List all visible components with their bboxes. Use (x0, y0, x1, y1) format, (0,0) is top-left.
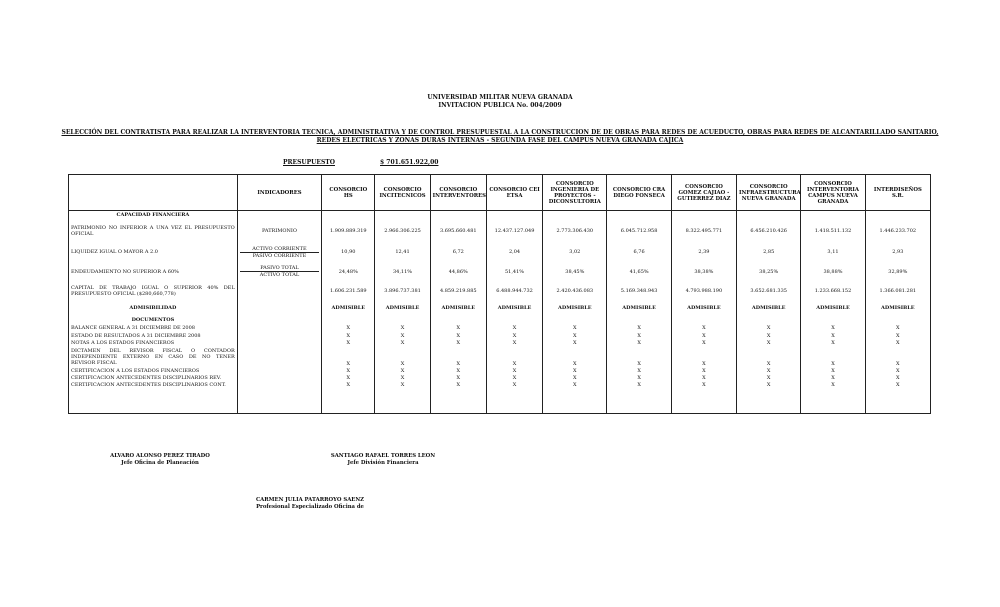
admissibility-cell: ADMISIBLE (607, 301, 671, 315)
check-mark: X (801, 325, 865, 332)
value-cell: 3.695.660.481 (430, 220, 486, 243)
row-indicator (237, 242, 321, 262)
value-cell: 2.773.306.430 (543, 220, 607, 243)
admissibility-cell: ADMISIBLE (737, 301, 801, 315)
check-mark: X (801, 346, 865, 367)
table-cell (801, 389, 865, 414)
table-cell (322, 211, 375, 220)
value-cell: 38,88% (801, 262, 865, 282)
table-cell (543, 389, 607, 414)
table-cell (237, 332, 321, 339)
check-mark: X (737, 381, 801, 388)
check-mark: X (607, 339, 671, 346)
value-cell: 3.896.737.381 (375, 282, 430, 302)
value-cell: 5.169.348.943 (607, 282, 671, 302)
check-mark: X (671, 346, 736, 367)
table-cell (237, 381, 321, 388)
check-mark: X (896, 339, 900, 346)
check-mark: X (430, 332, 486, 339)
budget-value: $ 701.651.922,00 (380, 159, 439, 166)
value-cell: 6.045.712.958 (607, 220, 671, 243)
value-cell: 41,65% (607, 262, 671, 282)
admissibility-cell: ADMISIBLE (543, 301, 607, 315)
value-cell: 1.366.081.281 (879, 288, 917, 295)
indicator-numerator: PATRIMONIO (261, 228, 297, 235)
document-row (69, 325, 931, 332)
check-mark: X (543, 346, 607, 367)
check-mark: X (896, 325, 900, 332)
document-label: CERTIFICACION A LOS ESTADOS FINANCIEROS (69, 367, 238, 374)
financial-row (69, 242, 931, 262)
check-mark: X (486, 381, 542, 388)
signature-role: Jefe Oficina de Planeación (121, 460, 199, 466)
check-mark: X (322, 367, 375, 374)
check-mark: X (801, 332, 865, 339)
section-row (69, 316, 931, 325)
value-cell: 6,72 (430, 242, 486, 262)
table-cell (801, 316, 865, 325)
value-cell: 2,04 (486, 242, 542, 262)
budget-label: PRESUPUESTO (283, 159, 335, 166)
admissibility-cell: ADMISIBLE (486, 301, 542, 315)
check-mark: X (671, 332, 736, 339)
check-mark: X (671, 325, 736, 332)
value-cell: 44,86% (430, 262, 486, 282)
value-cell: 4.793.988.190 (671, 282, 736, 302)
table-cell (237, 339, 321, 346)
check-mark: X (430, 339, 486, 346)
check-mark: X (322, 346, 375, 367)
value-cell: 1.418.511.132 (801, 220, 865, 243)
header-consortium: CONSORCIO CEI ETSA (486, 175, 542, 211)
check-mark: X (322, 374, 375, 381)
header-consortium: CONSORCIO GOMEZ CAJIAO - GUTIERREZ DIAZ (671, 175, 736, 211)
admissibility-row (69, 301, 931, 315)
section-row (69, 211, 931, 220)
value-cell: 2.966.306.225 (375, 220, 430, 243)
value-cell: 34,11% (375, 262, 430, 282)
table-cell (375, 316, 430, 325)
check-mark: X (737, 374, 801, 381)
value-cell: 51,41% (486, 262, 542, 282)
check-mark: X (671, 374, 736, 381)
check-mark: X (322, 381, 375, 388)
header-consortium: CONSORCIO INCITECNICOS (375, 175, 430, 211)
header-indicators: INDICADORES (237, 175, 321, 211)
check-mark: X (486, 332, 542, 339)
table-cell (607, 389, 671, 414)
check-mark: X (737, 367, 801, 374)
check-mark: X (322, 339, 375, 346)
check-mark: X (486, 367, 542, 374)
check-mark: X (671, 381, 736, 388)
table-cell (737, 211, 801, 220)
value-cell: 3.652.681.335 (737, 282, 801, 302)
admissibility-cell: ADMISIBLE (801, 301, 865, 315)
check-mark: X (543, 374, 607, 381)
header-consortium: CONSORCIO INTERVENTORIA CAMPUS NUEVA GRANADA (801, 175, 865, 211)
value-cell: 38,38% (671, 262, 736, 282)
document-label: BALANCE GENERAL A 31 DICIEMBRE DE 2008 (69, 325, 238, 332)
row-indicator (237, 220, 321, 243)
table-cell (237, 325, 321, 332)
signature-role: Profesional Especializado Oficina de (256, 504, 364, 510)
table-cell (607, 211, 671, 220)
table-cell (737, 389, 801, 414)
value-cell: 24,48% (322, 262, 375, 282)
value-cell: 4.859.219.885 (430, 282, 486, 302)
document-row (69, 381, 931, 388)
table-cell (671, 389, 736, 414)
value-cell: 6.456.210.426 (737, 220, 801, 243)
check-mark: X (737, 339, 801, 346)
table-cell (865, 211, 930, 220)
check-mark: X (543, 367, 607, 374)
table-cell (486, 389, 542, 414)
check-mark: X (896, 374, 900, 381)
indicator-numerator: PASIVO TOTAL (240, 265, 319, 272)
table-cell (237, 367, 321, 374)
check-mark: X (607, 346, 671, 367)
check-mark: X (430, 325, 486, 332)
check-mark: X (896, 361, 900, 368)
check-mark: X (543, 332, 607, 339)
check-mark: X (375, 339, 430, 346)
admissibility-cell: ADMISIBLE (430, 301, 486, 315)
check-mark: X (486, 325, 542, 332)
admissibility-cell: ADMISIBLE (375, 301, 430, 315)
filler-row (69, 389, 931, 414)
check-mark: X (671, 367, 736, 374)
value-cell: 3,02 (543, 242, 607, 262)
table-cell (430, 389, 486, 414)
table-cell (737, 316, 801, 325)
value-cell: 1.606.231.589 (322, 282, 375, 302)
check-mark: X (896, 332, 900, 339)
check-mark: X (543, 325, 607, 332)
indicator-denominator: ACTIVO TOTAL (259, 272, 300, 279)
admissibility-label: ADMISIBILIDAD (69, 301, 238, 315)
indicator-numerator: ACTIVO CORRIENTE (240, 246, 319, 253)
table-cell (237, 374, 321, 381)
documents-header: DOCUMENTOS (69, 316, 238, 325)
header-consortium: CONSORCIO INFRAESTRUCTURA NUEVA GRANADA (737, 175, 801, 211)
value-cell: 6,76 (607, 242, 671, 262)
check-mark: X (486, 339, 542, 346)
check-mark: X (375, 367, 430, 374)
value-cell: 38,25% (737, 262, 801, 282)
signature-name: SANTIAGO RAFAEL TORRES LEON (330, 453, 436, 459)
check-mark: X (543, 339, 607, 346)
check-mark: X (430, 346, 486, 367)
value-cell: 6.488.944.732 (486, 282, 542, 302)
check-mark: X (607, 381, 671, 388)
check-mark: X (737, 325, 801, 332)
header-blank (69, 175, 238, 211)
value-cell: 2.420.436.083 (543, 282, 607, 302)
check-mark: X (737, 332, 801, 339)
financial-row (69, 220, 931, 243)
title-line-1: SELECCIÓN DEL CONTRATISTA PARA REALIZAR LA INTERVENTORIA TECNICA, ADMINISTRATIVA Y DE CONTROL PRESUPUESTAL A LA CONSTRUCCION DE DE OBRAS PARA REDES DE ACUEDUCTO, OBRAS PARA REDES DE ALCANTARILLADO SANITARIO, (61, 129, 939, 136)
check-mark: X (801, 374, 865, 381)
table-cell (322, 389, 375, 414)
table-cell (237, 389, 321, 414)
table-cell (375, 211, 430, 220)
invitation-number: INVITACION PUBLICA No. 004/2009 (438, 102, 562, 109)
table-header-row (69, 175, 931, 211)
check-mark: X (607, 325, 671, 332)
header-consortium: CONSORCIO INTERVENTORES (430, 175, 486, 211)
document-title (60, 129, 940, 145)
document-row (69, 374, 931, 381)
value-cell: 1.446.233.702 (879, 228, 917, 235)
table-cell (865, 316, 930, 325)
check-mark: X (896, 367, 900, 374)
check-mark: X (607, 332, 671, 339)
table-cell (237, 211, 321, 220)
check-mark: X (486, 374, 542, 381)
table-cell (69, 389, 238, 414)
check-mark: X (430, 374, 486, 381)
check-mark: X (322, 325, 375, 332)
value-cell: 1.233.668.152 (801, 282, 865, 302)
header (0, 94, 1000, 110)
table-cell (543, 211, 607, 220)
university-name: UNIVERSIDAD MILITAR NUEVA GRANADA (427, 94, 573, 101)
document-row (69, 346, 931, 367)
value-cell: 38,45% (543, 262, 607, 282)
header-consortium: CONSORCIO CRA DIEGO FONSECA (607, 175, 671, 211)
admissibility-cell: ADMISIBLE (671, 301, 736, 315)
check-mark: X (801, 367, 865, 374)
check-mark: X (896, 382, 900, 389)
row-label: LIQUIDEZ IGUAL O MAYOR A 2.0 (69, 242, 238, 262)
table-cell (671, 316, 736, 325)
table-cell (237, 346, 321, 367)
table-cell (486, 316, 542, 325)
value-cell: 1.909.889.319 (322, 220, 375, 243)
row-label: ENDEUDAMIENTO NO SUPERIOR A 60% (69, 262, 238, 282)
check-mark: X (375, 325, 430, 332)
signature-finance (318, 453, 448, 467)
admissibility-cell: ADMISIBLE (322, 301, 375, 315)
document-row (69, 367, 931, 374)
signature-role: Jefe División Financiera (347, 460, 419, 466)
document-label: CERTIFICACION ANTECEDENTES DISCIPLINARIOS CONT. (69, 381, 238, 388)
value-cell: 12.437.127.049 (486, 220, 542, 243)
value-cell: 10,90 (322, 242, 375, 262)
section-financial: CAPACIDAD FINANCIERA (69, 211, 238, 220)
check-mark: X (375, 332, 430, 339)
value-cell: 12,41 (375, 242, 430, 262)
signature-professional (245, 497, 375, 511)
table-cell (543, 316, 607, 325)
table-cell (237, 316, 321, 325)
title-line-2: REDES ELECTRICAS Y ZONAS DURAS INTERNAS - SEGUNDA FASE DEL CAMPUS NUEVA GRANADA CAJICA (316, 137, 684, 144)
check-mark: X (801, 381, 865, 388)
value-cell: 3,11 (801, 242, 865, 262)
document-label: DICTAMEN DEL REVISOR FISCAL O CONTADOR INDEPENDIENTE EXTERNO EN CASO DE NO TENER REVISOR FISCAL (69, 346, 238, 367)
table-cell (671, 211, 736, 220)
row-indicator (237, 262, 321, 282)
signature-planning (100, 453, 220, 467)
table-cell (375, 389, 430, 414)
admissibility-cell: ADMISIBLE (881, 305, 915, 312)
document-row (69, 332, 931, 339)
check-mark: X (430, 367, 486, 374)
value-cell: 32,89% (888, 268, 908, 275)
financial-row (69, 282, 931, 302)
header-consortium: CONSORCIO INGENIERIA DE PROYECTOS - DICONSULTORIA (543, 175, 607, 211)
check-mark: X (671, 339, 736, 346)
check-mark: X (430, 381, 486, 388)
table-cell (430, 211, 486, 220)
header-consortium: CONSORCIO HS (322, 175, 375, 211)
signature-name: ALVARO ALONSO PEREZ TIRADO (110, 453, 210, 459)
check-mark: X (801, 339, 865, 346)
value-cell: 2,39 (671, 242, 736, 262)
document-label: NOTAS A LOS ESTADOS FINANCIEROS (69, 339, 238, 346)
row-indicator (237, 282, 321, 302)
check-mark: X (737, 346, 801, 367)
check-mark: X (607, 367, 671, 374)
table-cell (237, 301, 321, 315)
header-consortium: INTERDISEÑOS S.R. (865, 175, 930, 211)
check-mark: X (375, 381, 430, 388)
check-mark: X (543, 381, 607, 388)
table-cell (322, 316, 375, 325)
row-label: PATRIMONIO NO INFERIOR A UNA VEZ EL PRESUPUESTO OFICIAL (69, 220, 238, 243)
row-label: CAPITAL DE TRABAJO IGUAL O SUPERIOR 40% DEL PRESUPUESTO OFICIAL ($280,660,778) (69, 282, 238, 302)
table-cell (865, 389, 930, 414)
value-cell: 8.322.495.771 (671, 220, 736, 243)
check-mark: X (486, 346, 542, 367)
table-cell (801, 211, 865, 220)
check-mark: X (375, 346, 430, 367)
document-label: CERTIFICACION ANTECEDENTES DISCIPLINARIOS REV. (69, 374, 238, 381)
indicator-denominator: PASIVO CORRIENTE (252, 252, 307, 259)
document-label: ESTADO DE RESULTADOS A 31 DICIEMBRE 2008 (69, 332, 238, 339)
value-cell: 2,85 (737, 242, 801, 262)
table-cell (486, 211, 542, 220)
evaluation-table (68, 174, 931, 414)
check-mark: X (322, 332, 375, 339)
value-cell: 2,93 (892, 249, 904, 256)
check-mark: X (375, 374, 430, 381)
document-row (69, 339, 931, 346)
check-mark: X (607, 374, 671, 381)
table-cell (607, 316, 671, 325)
signature-name: CARMEN JULIA PATARROYO SAENZ (255, 497, 365, 503)
financial-row (69, 262, 931, 282)
table-cell (430, 316, 486, 325)
